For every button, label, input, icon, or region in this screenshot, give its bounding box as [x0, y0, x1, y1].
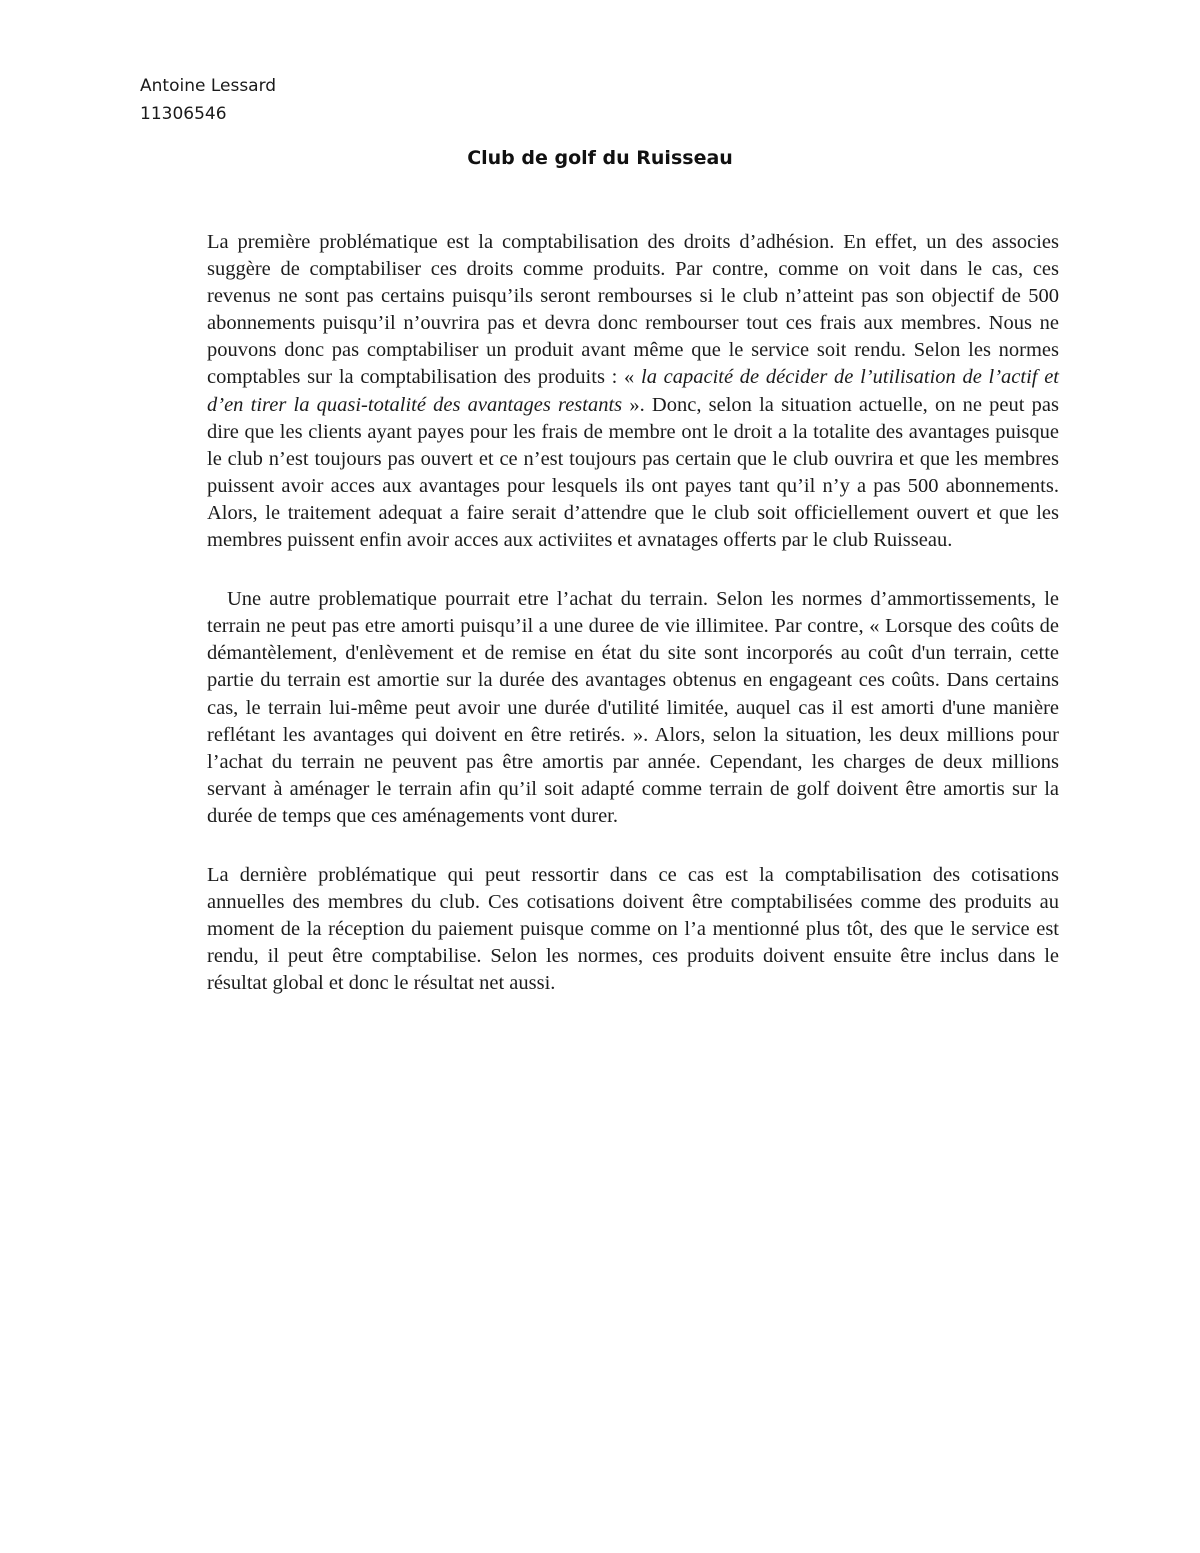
paragraph-1-quote: la capacité de décider de l’utilisation de l’actif et d’en tirer la quasi-totalité des avantages restants: [207, 366, 1059, 416]
document-body: [207, 229, 1059, 1029]
document-title: Club de golf du Ruisseau: [467, 147, 733, 169]
paragraph-2: Une autre problematique pourrait etre l’achat du terrain. Selon les normes d’ammortissements, le terrain ne peut pas etre amorti puisqu’il a une duree de vie illimitee. Par contre, « Lorsque des coûts de démantèlement, d'enlèvement et de remise en état du site sont incorporés au coût d'un terrain, cette partie du terrain est amortie sur la durée des avantages obtenus en engageant ces coûts. Dans certains cas, le terrain lui-même peut avoir une durée d'utilité limitée, auquel cas il est amorti d'une manière reflétant les avantages qui doivent en être retirés. ». Alors, selon la situation, les deux millions pour l’achat du terrain ne peuvent pas être amortis par année. Cependant, les charges de deux millions servant à aménager le terrain afin qu’il soit adapté comme terrain de golf doivent être amortis sur la durée de temps que ces aménagements vont durer.: [207, 588, 1059, 827]
paragraph-3: La dernière problématique qui peut ressortir dans ce cas est la comptabilisation des cotisations annuelles des membres du club. Ces cotisations doivent être comptabilisées comme des produits au moment de la réception du paiement puisque comme on l’a mentionné plus tôt, des que le service est rendu, il peut être comptabilise. Selon les normes, ces produits doivent ensuite être inclus dans le résultat global et donc le résultat net aussi.: [207, 863, 1059, 995]
author-name: Antoine Lessard: [140, 76, 277, 96]
author-block: [140, 72, 276, 128]
paragraph-1-text-end: ». Donc, selon la situation actuelle, on ne peut pas dire que les clients ayant payes pour les frais de membre ont le droit a la totalite des avantages puisque le club n’est toujours pas ouvert et ce n’est toujours pas certain que le club ouvrira et que les membres puissent avoir acces aux avantages pour lesquels ils ont payes tant qu’il n’y a pas 500 abonnements. Alors, le traitement adequat a faire serait d’attendre que le club soit officiellement ouvert et que les membres puissent enfin avoir acces aux activiites et avnatages offerts par le club Ruisseau.: [207, 393, 1059, 552]
paragraph-1-text-start: La première problématique est la comptabilisation des droits d’adhésion. En effet, un des associes suggère de comptabiliser ces droits comme produits. Par contre, comme on voit dans le cas, ces revenus ne sont pas certains puisqu’ils seront rembourses si le club n’atteint pas son objectif de 500 abonnements puisqu’il n’ouvrira pas et devra donc rembourser tout ces frais aux membres. Nous ne pouvons donc pas comptabiliser un produit avant même que le service soit rendu. Selon les normes comptables sur la comptabilisation des produits : «: [207, 231, 1059, 389]
paragraph-1: [207, 229, 1059, 554]
student-id: 11306546: [140, 104, 227, 124]
